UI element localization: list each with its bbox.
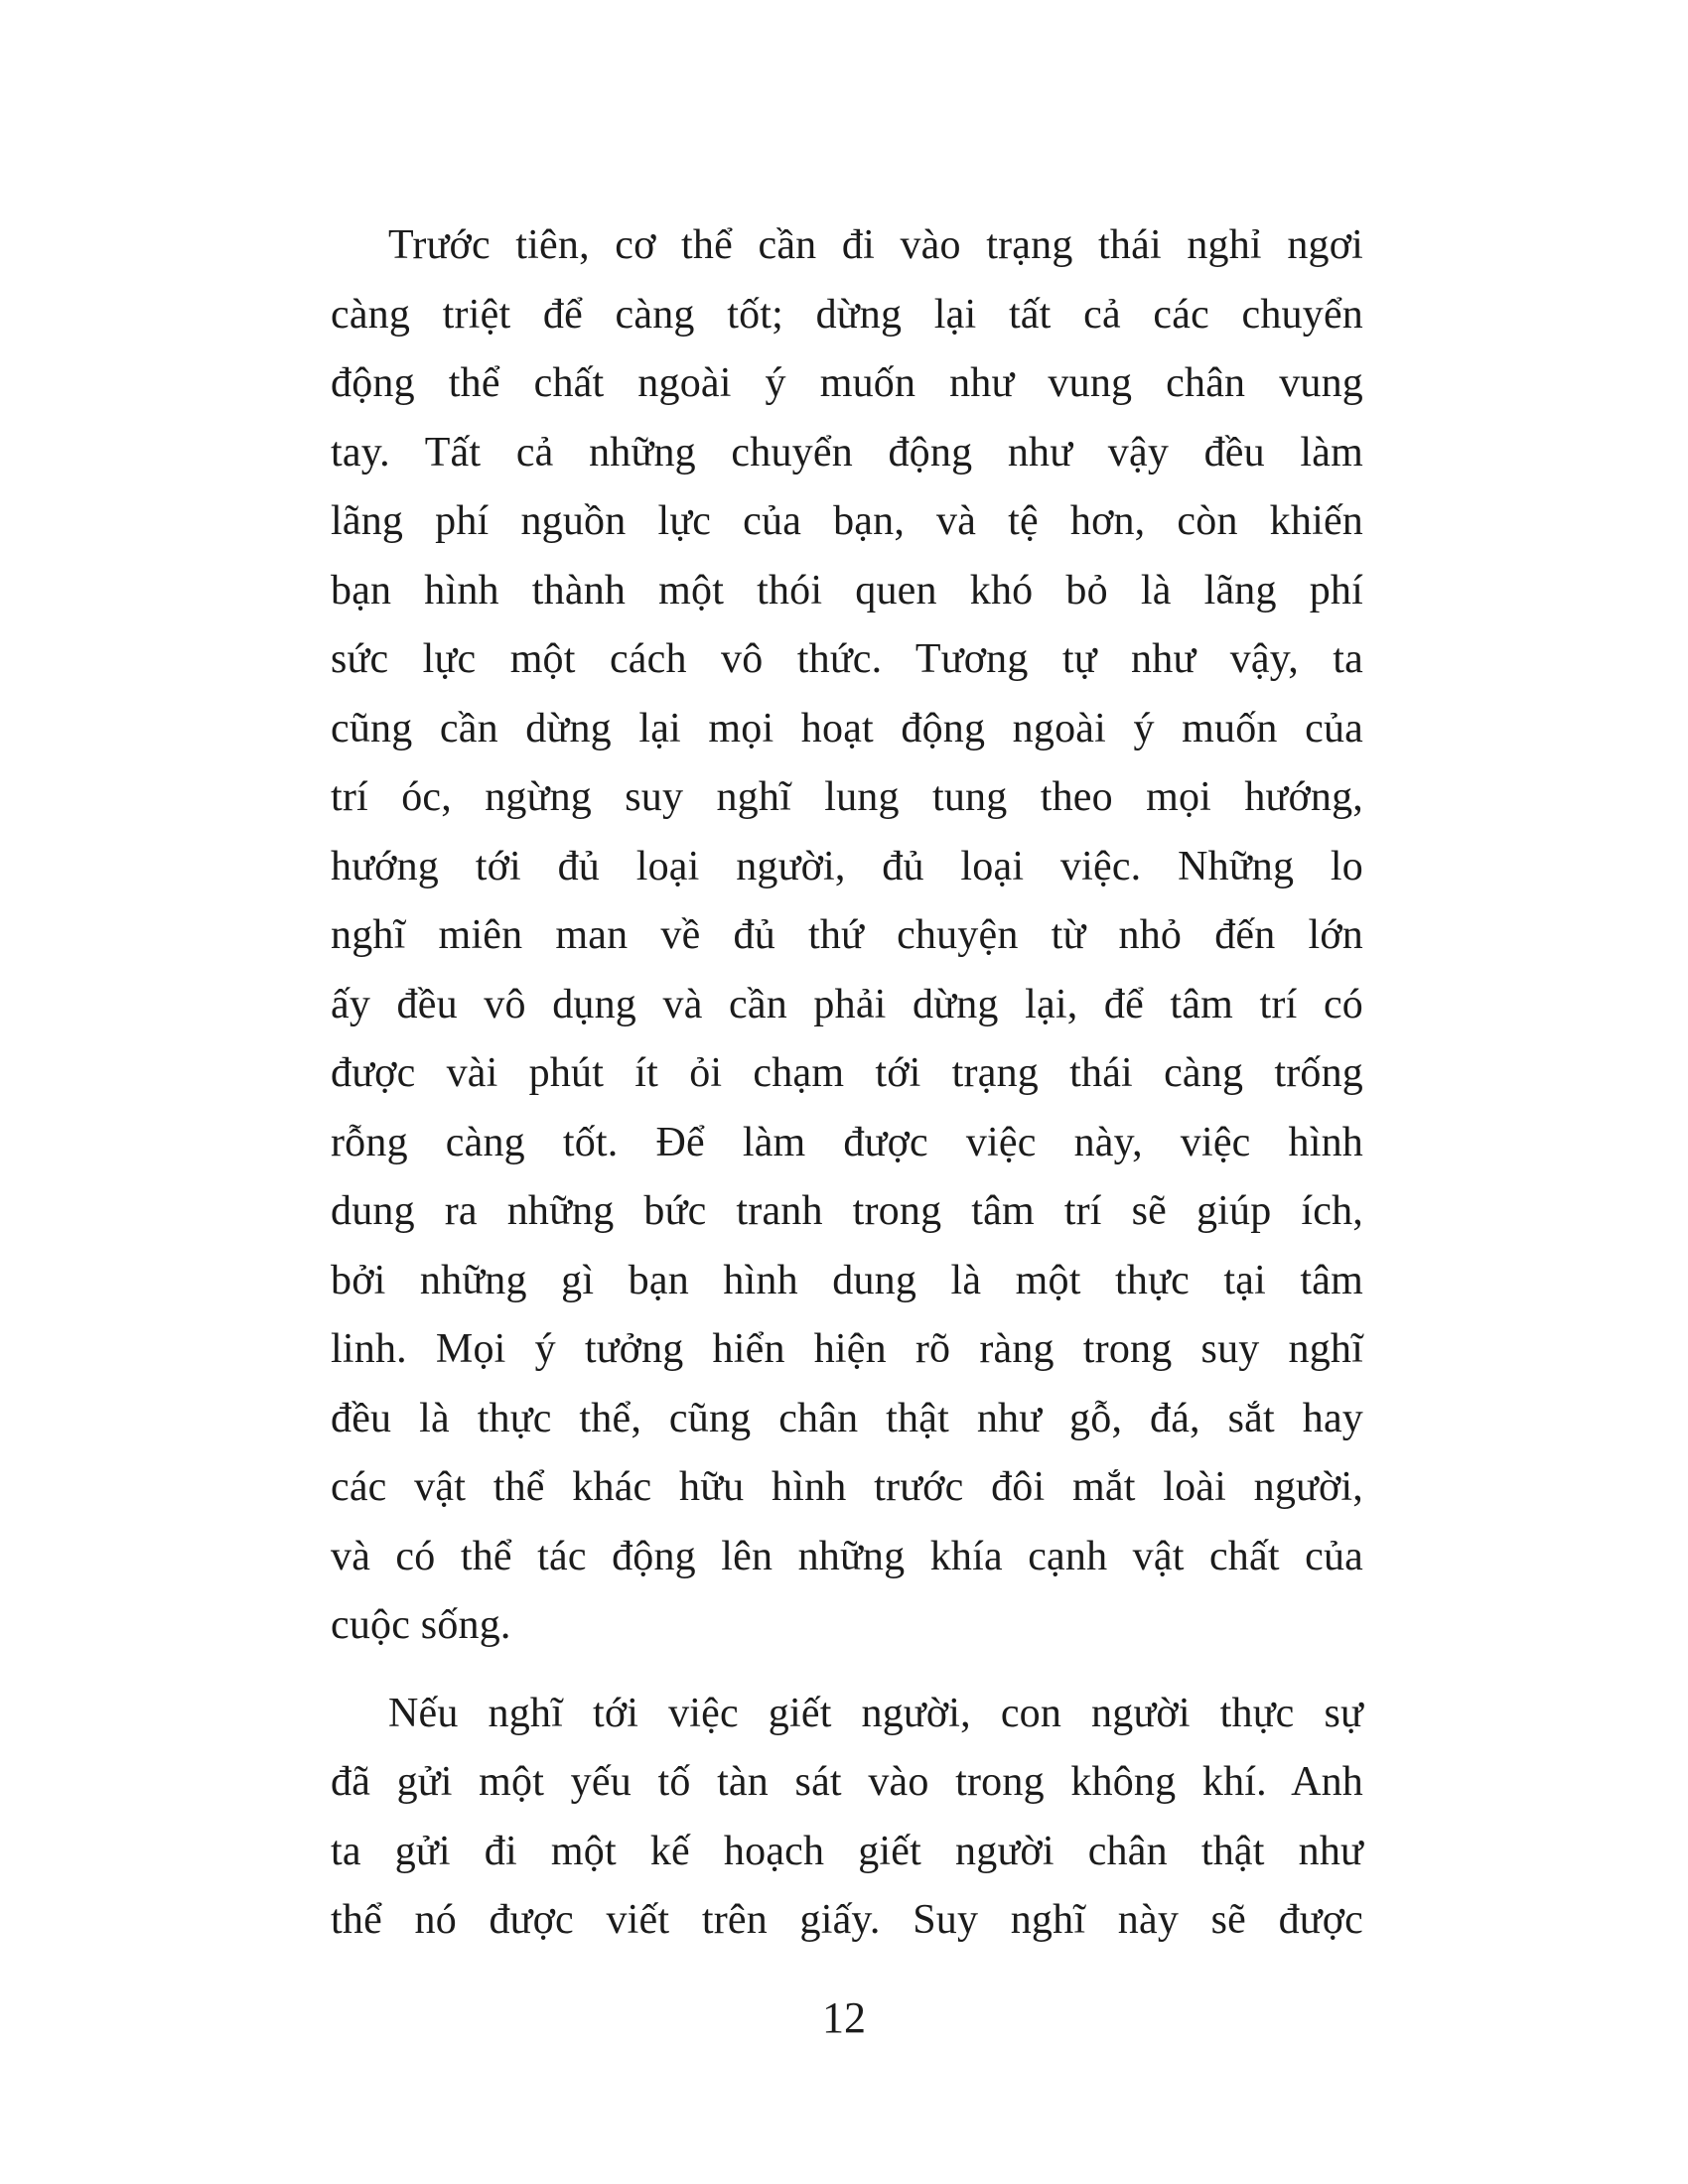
text-line: rỗng càng tốt. Để làm được việc này, việc hình <box>331 1119 1363 1165</box>
text-line: ta gửi đi một kế hoạch giết người chân thật như <box>331 1828 1363 1874</box>
text-line: trí óc, ngừng suy nghĩ lung tung theo mọi hướng, <box>331 774 1363 820</box>
text-line: đều là thực thể, cũng chân thật như gỗ, đá, sắt hay <box>331 1395 1363 1441</box>
text-line: nghĩ miên man về đủ thứ chuyện từ nhỏ đến lớn <box>331 912 1363 958</box>
text-line: động thể chất ngoài ý muốn như vung chân vung <box>331 360 1363 406</box>
text-line: thể nó được viết trên giấy. Suy nghĩ này sẽ được <box>331 1897 1363 1943</box>
text-line: cũng cần dừng lại mọi hoạt động ngoài ý muốn của <box>331 705 1363 751</box>
text-line: được vài phút ít ỏi chạm tới trạng thái càng trống <box>331 1050 1363 1096</box>
text-line: bởi những gì bạn hình dung là một thực tại tâm <box>331 1257 1363 1303</box>
text-line: lãng phí nguồn lực của bạn, và tệ hơn, còn khiến <box>331 498 1363 544</box>
text-line: ấy đều vô dụng và cần phải dừng lại, để tâm trí có <box>331 981 1363 1027</box>
text-line: cuộc sống. <box>331 1602 511 1648</box>
text-line: tay. Tất cả những chuyển động như vậy đều làm <box>331 429 1363 476</box>
paragraph-1 <box>331 211 1363 1661</box>
text-line: và có thể tác động lên những khía cạnh vật chất của <box>331 1533 1363 1579</box>
text-line: càng triệt để càng tốt; dừng lại tất cả các chuyển <box>331 291 1363 338</box>
text-block <box>331 211 1363 1956</box>
text-line: Trước tiên, cơ thể cần đi vào trạng thái nghỉ ngơi <box>388 222 1363 268</box>
page-number: 12 <box>822 1993 866 2042</box>
text-line: dung ra những bức tranh trong tâm trí sẽ giúp ích, <box>331 1188 1363 1234</box>
paragraph-2 <box>331 1680 1363 1956</box>
text-line: hướng tới đủ loại người, đủ loại việc. Những lo <box>331 843 1363 889</box>
text-line: đã gửi một yếu tố tàn sát vào trong không khí. Anh <box>331 1759 1363 1805</box>
text-line: linh. Mọi ý tưởng hiển hiện rõ ràng trong suy nghĩ <box>331 1326 1363 1372</box>
text-line: sức lực một cách vô thức. Tương tự như vậy, ta <box>331 636 1363 682</box>
text-line: các vật thể khác hữu hình trước đôi mắt loài người, <box>331 1464 1363 1510</box>
text-line: Nếu nghĩ tới việc giết người, con người thực sự <box>388 1690 1363 1736</box>
text-line: bạn hình thành một thói quen khó bỏ là lãng phí <box>331 567 1363 614</box>
